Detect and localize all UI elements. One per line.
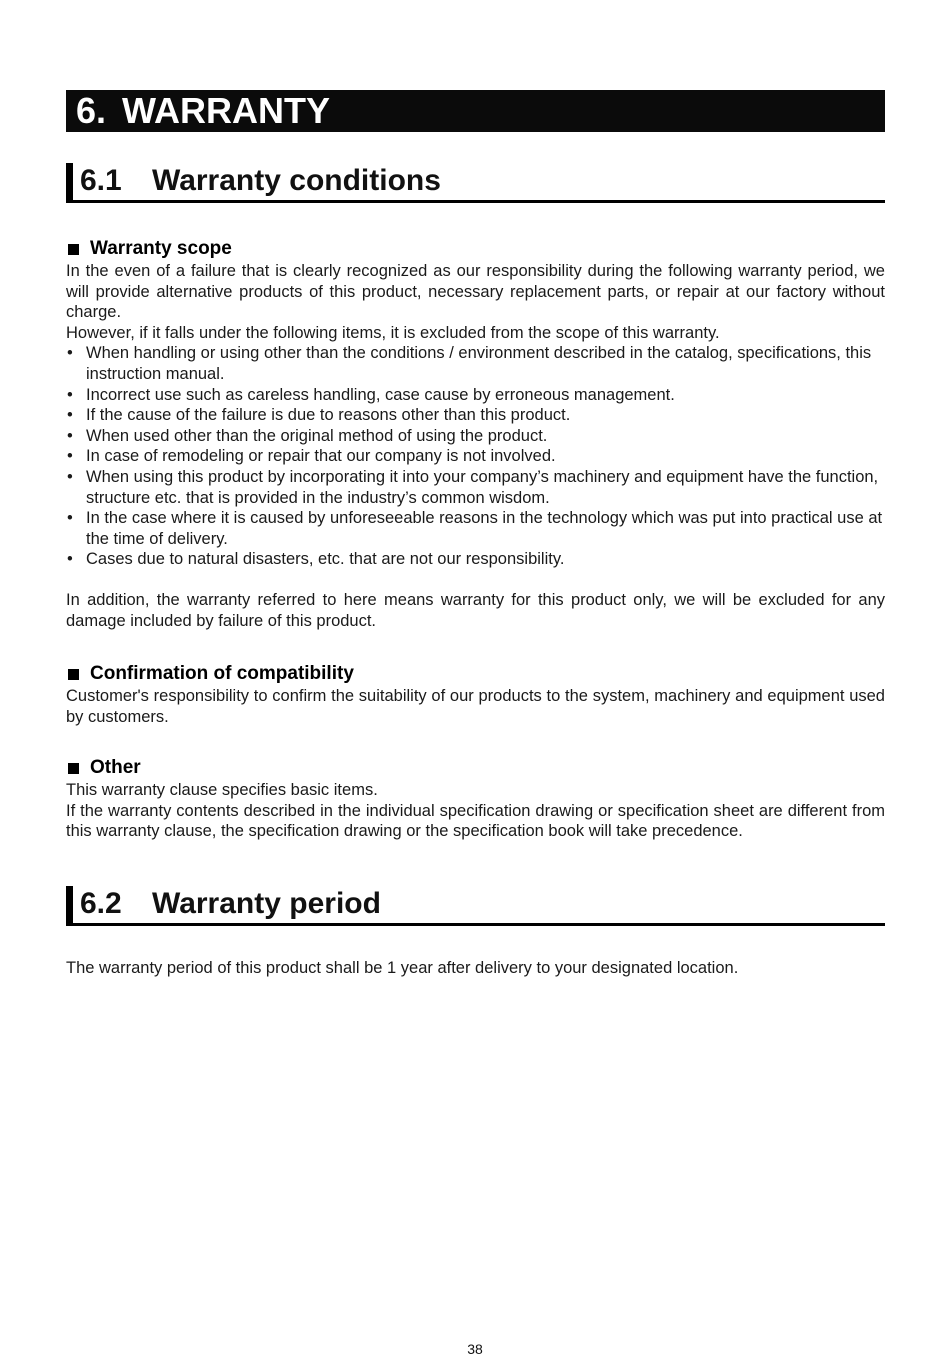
scope-exclusion-sentence: However, if it falls under the following items, it is excluded from the scope of this warranty. <box>66 323 720 342</box>
list-item: • In case of remodeling or repair that our company is not involved. <box>67 447 556 466</box>
subheading-other <box>66 756 885 780</box>
section-title: Warranty conditions <box>152 164 441 197</box>
chapter-title-bar <box>66 90 885 132</box>
list-item: • When handling or using other than the conditions / environment described in the catalog, specifications, this instruction manual. <box>67 344 872 383</box>
chapter-title: WARRANTY <box>122 90 331 131</box>
chapter-number: 6. <box>76 90 107 131</box>
compatibility-paragraph: Customer's responsibility to confirm the suitability of our products to the system, machinery and equipment used by customers. <box>66 687 885 726</box>
bullet-icon: • <box>67 406 73 425</box>
subheading-label: Confirmation of compatibility <box>90 663 354 685</box>
page-number: 38 <box>467 1341 483 1357</box>
bullet-icon: • <box>67 447 73 466</box>
square-bullet-icon <box>68 763 79 774</box>
list-item: • In the case where it is caused by unforeseeable reasons in the technology which was put into practical use at the time of delivery. <box>67 509 883 548</box>
subheading-compatibility <box>66 662 885 686</box>
list-item: • Incorrect use such as careless handling, case cause by erroneous management. <box>67 385 675 404</box>
bullet-icon: • <box>67 426 73 445</box>
list-item: • When using this product by incorporating it into your company’s machinery and equipment have the function, structure etc. that is provided in the industry’s common wisdom. <box>67 467 879 507</box>
bullet-icon: • <box>67 467 73 486</box>
square-bullet-icon <box>68 244 79 255</box>
subheading-label: Warranty scope <box>90 238 232 259</box>
exclusion-list <box>66 343 885 570</box>
subheading-label: Other <box>90 757 141 779</box>
bullet-icon: • <box>67 509 73 528</box>
other-paragraph-line-1: This warranty clause specifies basic items. <box>66 781 378 800</box>
warranty-period-paragraph: The warranty period of this product shall be 1 year after delivery to your designated location. <box>66 959 739 978</box>
list-item: • Cases due to natural disasters, etc. that are not our responsibility. <box>67 550 565 569</box>
list-item: • When used other than the original method of using the product. <box>67 426 548 445</box>
bullet-icon: • <box>67 385 73 404</box>
section-title: Warranty period <box>152 887 381 921</box>
section-number: 6.2 <box>80 887 122 921</box>
page-content <box>66 90 885 979</box>
other-paragraph-line-2: If the warranty contents described in the individual specification drawing or specification sheet are different from this warranty clause, the specification drawing or the specification book will take precedence. <box>66 801 885 841</box>
scope-intro-paragraph: In the even of a failure that is clearly recognized as our responsibility during the following warranty period, we will provide alternative products of this product, necessary replacement parts, or repair at our factory without charge. <box>66 262 885 322</box>
section-marker-bar <box>66 163 73 203</box>
section-marker-bar <box>66 886 73 926</box>
bullet-icon: • <box>67 344 73 363</box>
section-heading-6-2 <box>66 886 885 926</box>
scope-closing-paragraph: In addition, the warranty referred to here means warranty for this product only, we will be excluded for any damage included by failure of this product. <box>66 590 885 630</box>
list-item: • If the cause of the failure is due to reasons other than this product. <box>67 406 571 425</box>
subheading-warranty-scope <box>66 237 885 261</box>
square-bullet-icon <box>68 669 79 680</box>
section-heading-6-1 <box>66 163 885 203</box>
bullet-icon: • <box>67 550 73 569</box>
section-number: 6.1 <box>80 164 122 197</box>
